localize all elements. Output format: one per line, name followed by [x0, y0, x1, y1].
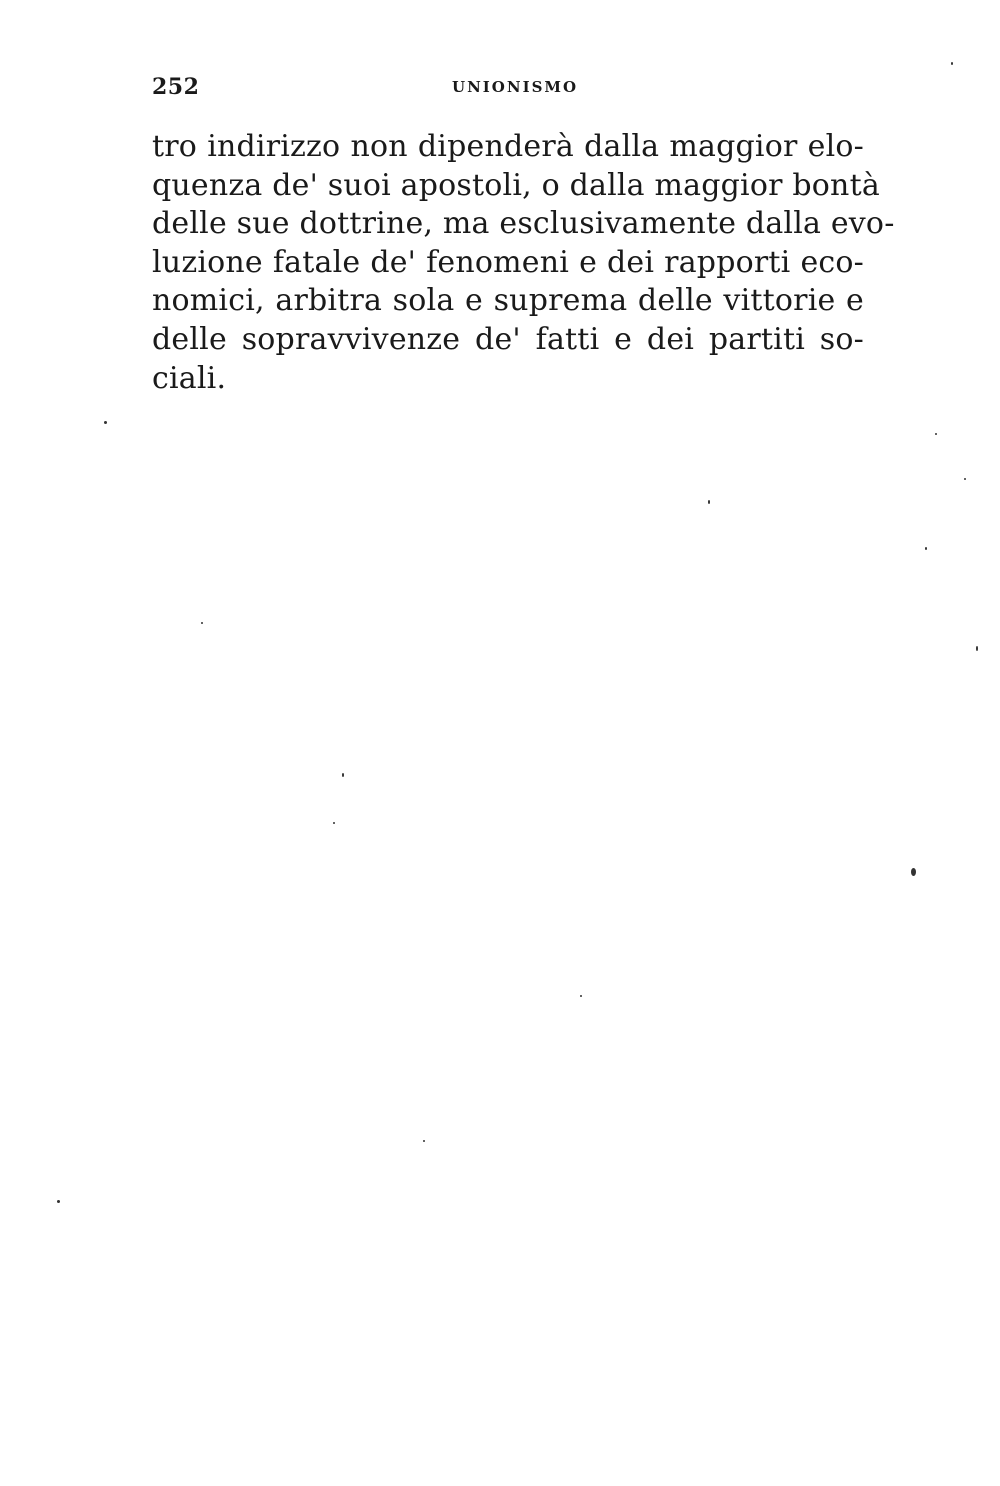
text-line: tro indirizzo non dipenderà dalla maggior elo- — [152, 129, 864, 164]
text-line: ciali. — [152, 360, 227, 396]
body-paragraph — [152, 128, 895, 398]
scan-speck — [580, 995, 582, 997]
scan-speck — [201, 622, 203, 624]
scan-speck — [57, 1200, 60, 1203]
scan-speck — [935, 433, 937, 435]
scan-speck — [925, 547, 927, 550]
scan-speck — [708, 500, 710, 504]
running-title: UNIONISMO — [452, 78, 579, 96]
scan-speck — [423, 1140, 425, 1142]
text-line: nomici, arbitra sola e suprema delle vittorie e — [152, 283, 864, 319]
scan-speck — [911, 868, 916, 876]
scan-speck — [342, 773, 344, 777]
scan-speck — [104, 421, 107, 424]
running-head — [152, 72, 864, 102]
text-line: luzione fatale de' fenomeni e dei rapporti eco- — [152, 244, 864, 280]
scan-speck — [964, 478, 966, 480]
scan-speck — [951, 62, 953, 65]
text-line: delle sopravvivenze de' fatti e dei partiti so- — [152, 321, 864, 357]
scan-speck — [333, 822, 335, 824]
scan-speck — [976, 646, 978, 651]
text-line: quenza de' suoi apostoli, o dalla maggior bontà — [152, 167, 880, 203]
page-number: 252 — [152, 74, 200, 100]
text-line: delle sue dottrine, ma esclusivamente dalla evo- — [152, 206, 895, 242]
